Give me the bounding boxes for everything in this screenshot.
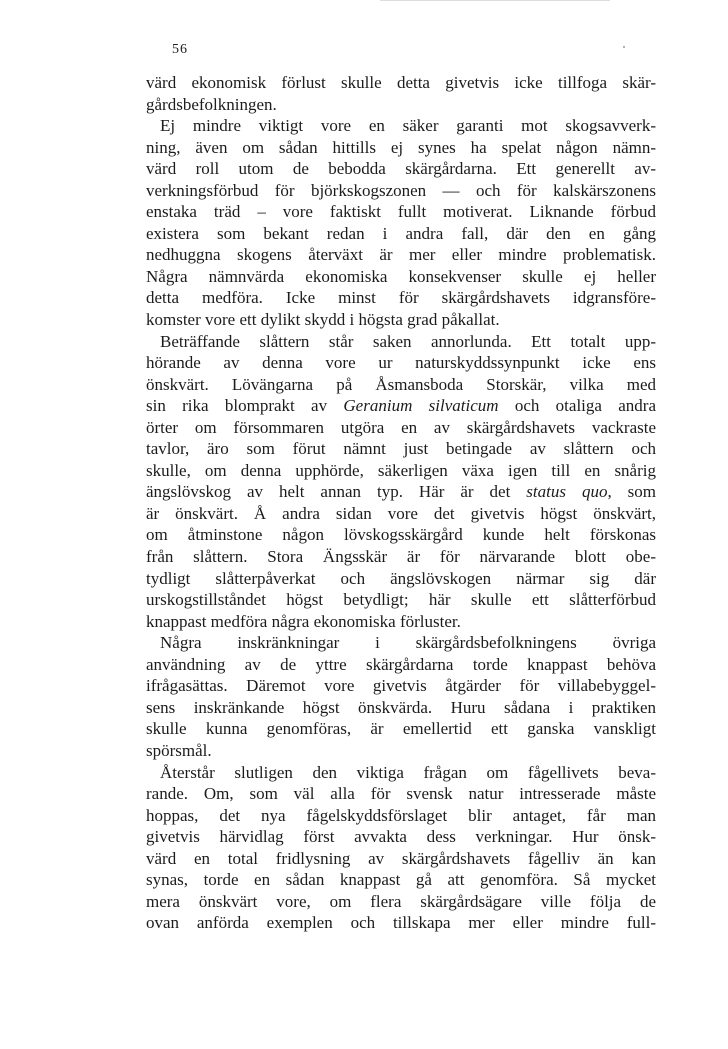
text-line: givetvis härvidlag först avvakta dess verkningar. Hur önsk- [146,827,656,847]
text-line: gårdsbefolkningen. [146,94,277,114]
text-line: urskogstillståndet högst betydligt; här skulle ett slåtterförbud [146,590,656,610]
text-line: existera som bekant redan i andra fall, där den en gång [146,223,656,243]
text-line: enstaka träd – vore faktiskt fullt motiverat. Liknande förbud [146,202,656,222]
scan-speck [623,46,625,48]
text-line: värd en total fridlysning av skärgårdshavets fågelliv än kan [146,848,656,868]
text-line: sin rika blomprakt av Geranium silvaticum och otaliga andra [146,396,656,416]
text-line: användning av de yttre skärgårdarna torde knappast behöva [146,654,656,674]
text-line: örter om försommaren utgöra en av skärgårdshavets vackraste [146,417,656,437]
text-line: ifrågasättas. Däremot vore givetvis åtgärder för villabebyggel- [146,676,656,696]
text-line: Ej mindre viktigt vore en säker garanti mot skogsavverk- [160,116,656,136]
text-line: verkningsförbud för björkskogszonen — och för kalskärszonens [146,180,656,200]
text-line: mera önskvärt vore, om flera skärgårdsägare ville följa de [146,891,656,911]
text-line: synas, torde en sådan knappast gå att genomföra. Så mycket [146,870,656,890]
text-line: detta medföra. Icke minst för skärgårdshavets idgransföre- [146,288,656,308]
text-line: är önskvärt. Å andra sidan vore det givetvis högst önskvärt, [146,503,656,523]
text-line: Beträffande slåttern står saken annorlunda. Ett totalt upp- [160,331,656,351]
text-line: ängslövskog av helt annan typ. Här är det status quo, som [146,482,657,502]
text-line: ovan anförda exemplen och tillskapa mer eller mindre full- [146,913,656,933]
text-line: önskvärt. Lövängarna på Åsmansboda Storskär, vilka med [146,374,656,394]
text-line: skulle kunna genomföras, är emellertid ett ganska vanskligt [146,719,656,739]
italic-term: Geranium silvaticum [343,396,499,416]
text-line: värd roll utom de bebodda skärgårdarna. Ett generellt av- [146,159,656,179]
text-line: Några inskränkningar i skärgårdsbefolkningens övriga [160,633,656,653]
text-line: Återstår slutligen den viktiga frågan om fågellivets beva- [160,762,656,782]
text-line: hörande av denna vore ur naturskyddssynpunkt icke ens [146,353,656,373]
text-line: rande. Om, som väl alla för svensk natur intresserade måste [146,784,656,804]
text-line: nedhuggna skogens återväxt är mer eller mindre problematisk. [146,245,656,265]
text-line: ning, även om sådan hittills ej synes ha spelat någon nämn- [146,137,656,157]
text-line: hoppas, det nya fågelskyddsförslaget blir antaget, får man [146,805,656,825]
text-line: komster vore ett dylikt skydd i högsta grad påkallat. [146,310,500,330]
text-line: spörsmål. [146,740,212,760]
text-line: Några nämnvärda ekonomiska konsekvenser skulle ej heller [146,266,656,286]
text-line: tydligt slåtterpåverkat och ängslövskogen närmar sig där [146,568,656,588]
text-line: värd ekonomisk förlust skulle detta givetvis icke tillfoga skär- [146,73,656,92]
text-line: från slåttern. Stora Ängsskär är för närvarande blott obe- [146,547,656,567]
scan-edge-line [380,0,610,1]
page-number: 56 [172,42,188,57]
text-line: knappast medföra några ekonomiska förluster. [146,611,461,631]
italic-term: status quo [526,482,608,502]
text-line: om åtminstone någon lövskogsskärgård kunde helt förskonas [146,525,656,545]
text-line: skulle, om denna upphörde, säkerligen växa igen till en snårig [146,460,656,480]
text-line: tavlor, äro som förut nämnt just betingade av slåttern och [146,439,656,459]
text-line: sens inskränkande högst önskvärda. Huru sådana i praktiken [146,697,656,717]
body-text [146,72,656,934]
